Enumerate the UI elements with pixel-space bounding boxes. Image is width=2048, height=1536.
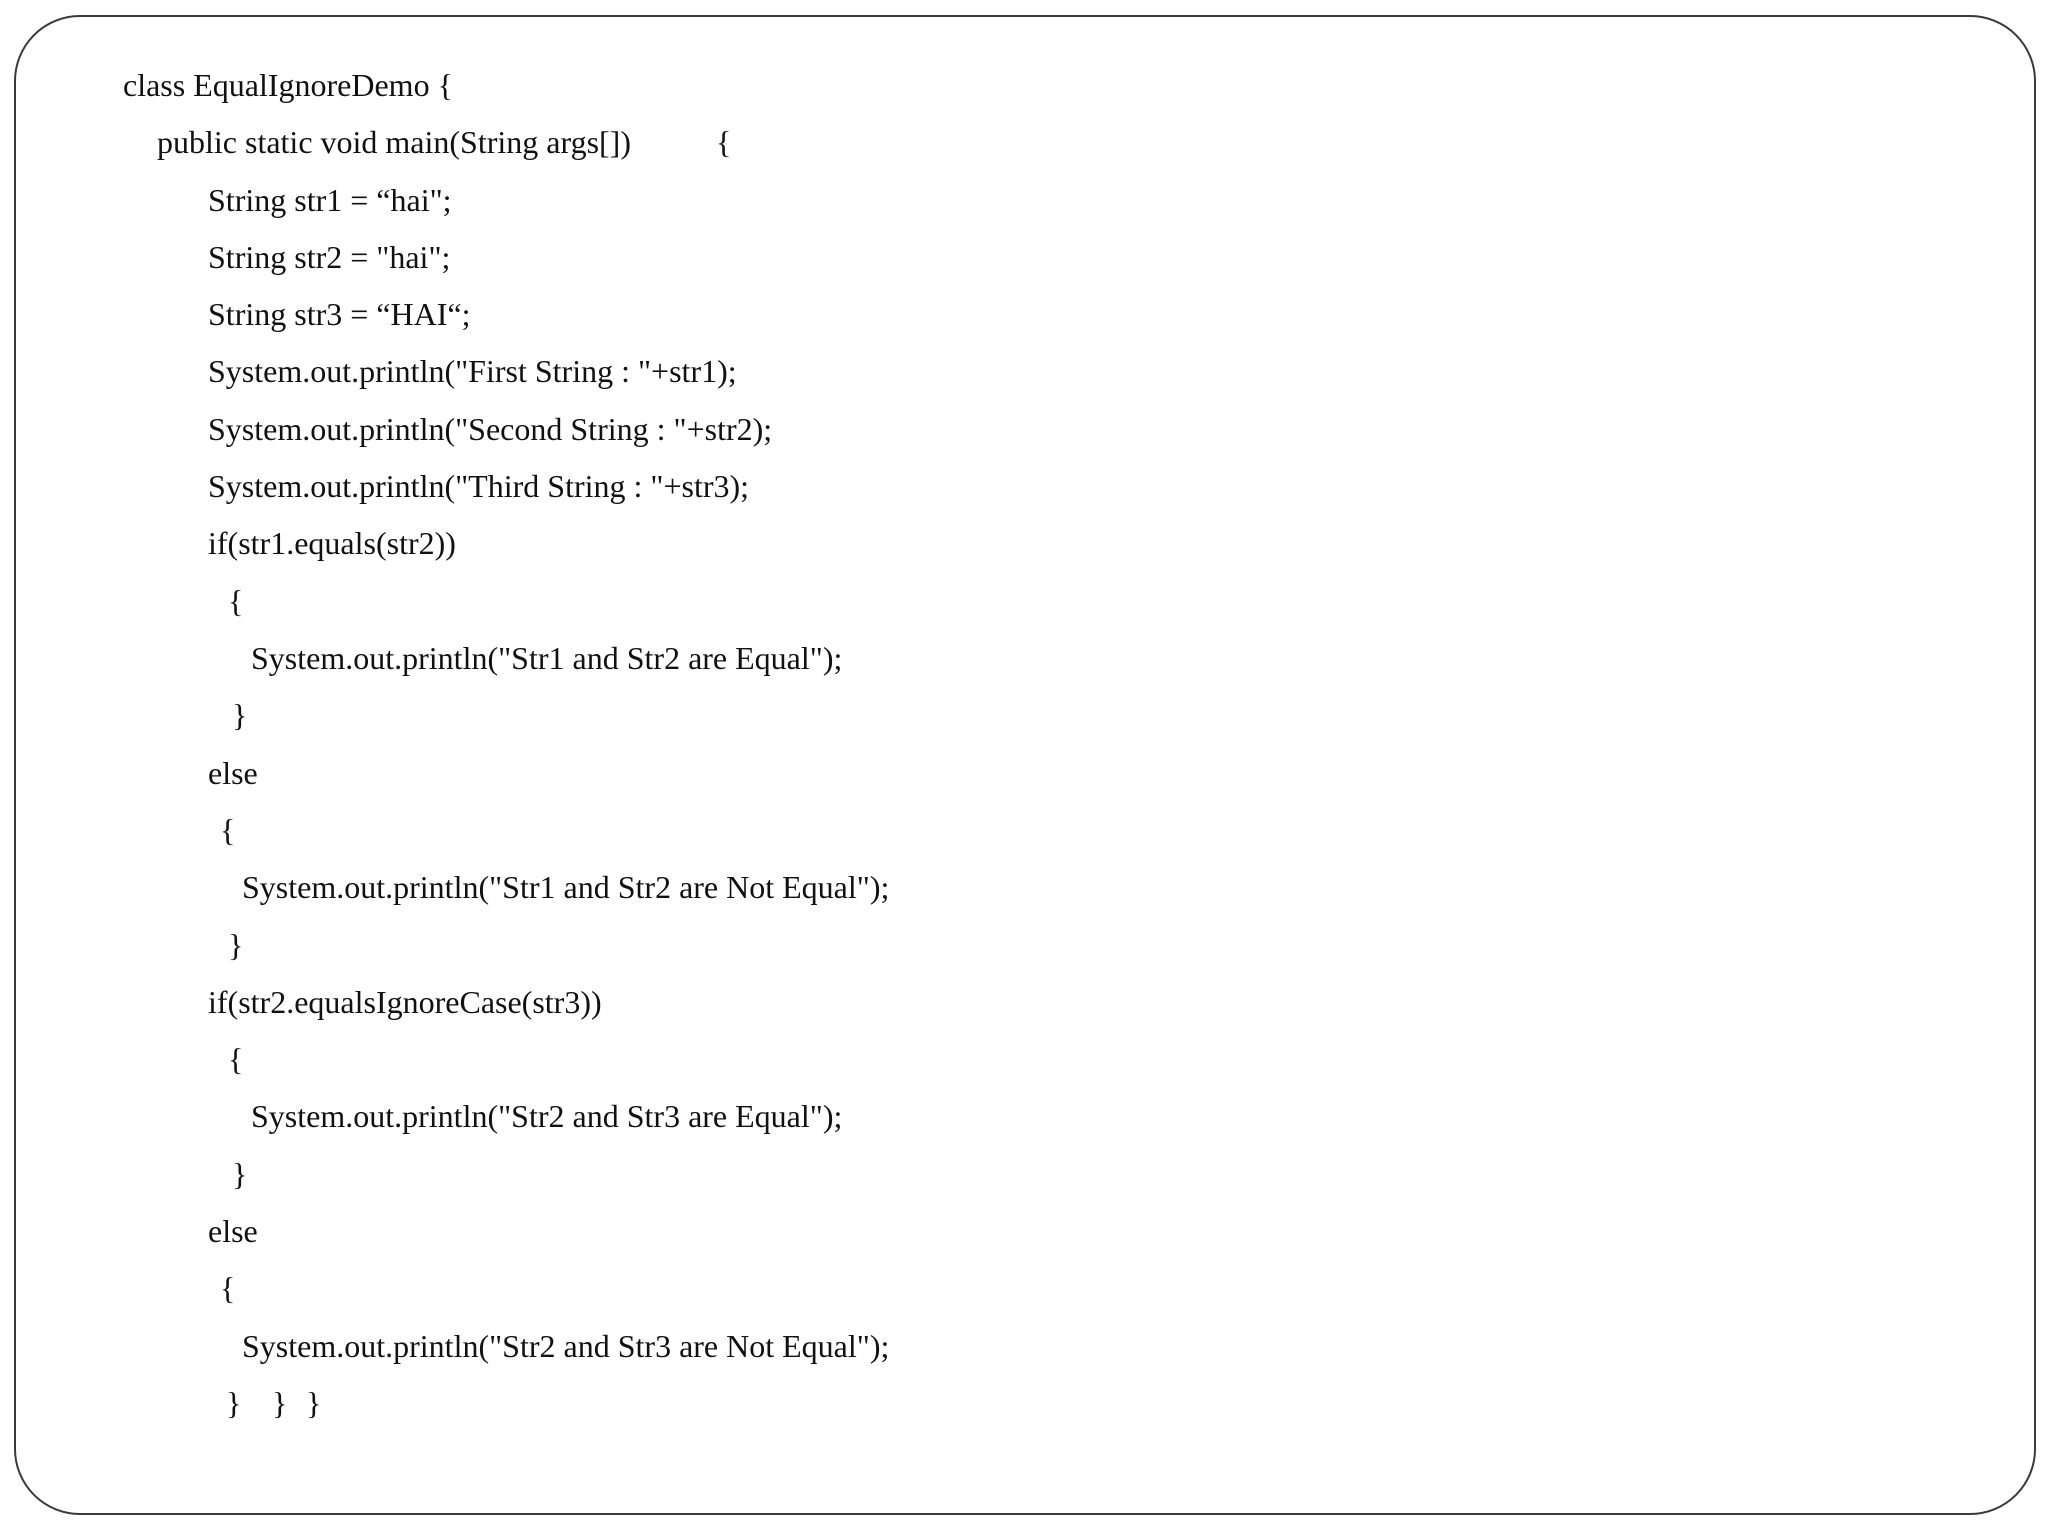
code-line: if(str1.equals(str2)) <box>208 525 456 561</box>
code-line: else <box>208 1213 258 1249</box>
code-line: } <box>232 697 248 733</box>
code-line: { <box>220 812 236 848</box>
code-line: System.out.println("Str1 and Str2 are Equal"); <box>251 640 843 676</box>
code-line: } <box>272 1385 288 1421</box>
code-line: System.out.println("Str2 and Str3 are Not Equal"); <box>242 1328 890 1364</box>
code-line: if(str2.equalsIgnoreCase(str3)) <box>208 984 602 1020</box>
code-line: else <box>208 755 258 791</box>
code-line: System.out.println("First String : "+str1); <box>208 353 737 389</box>
code-line: { <box>228 583 244 619</box>
code-line: System.out.println("Second String : "+str2); <box>208 411 773 447</box>
code-line: System.out.println("Third String : "+str3); <box>208 468 750 504</box>
code-line: String str1 = “hai"; <box>208 182 452 218</box>
code-line: public static void main(String args[]) <box>157 124 631 160</box>
code-line: } <box>232 1156 248 1192</box>
code-line: { <box>220 1270 236 1306</box>
code-line: System.out.println("Str2 and Str3 are Equal"); <box>251 1098 843 1134</box>
code-line: } <box>306 1385 322 1421</box>
code-line: String str2 = "hai"; <box>208 239 451 275</box>
code-line: System.out.println("Str1 and Str2 are Not Equal"); <box>242 869 890 905</box>
code-line: String str3 = “HAI“; <box>208 296 471 332</box>
code-line: { <box>228 1041 244 1077</box>
code-line: } <box>226 1385 242 1421</box>
code-line: class EqualIgnoreDemo { <box>123 67 453 103</box>
code-line: } <box>228 927 244 963</box>
code-line: { <box>716 124 732 160</box>
